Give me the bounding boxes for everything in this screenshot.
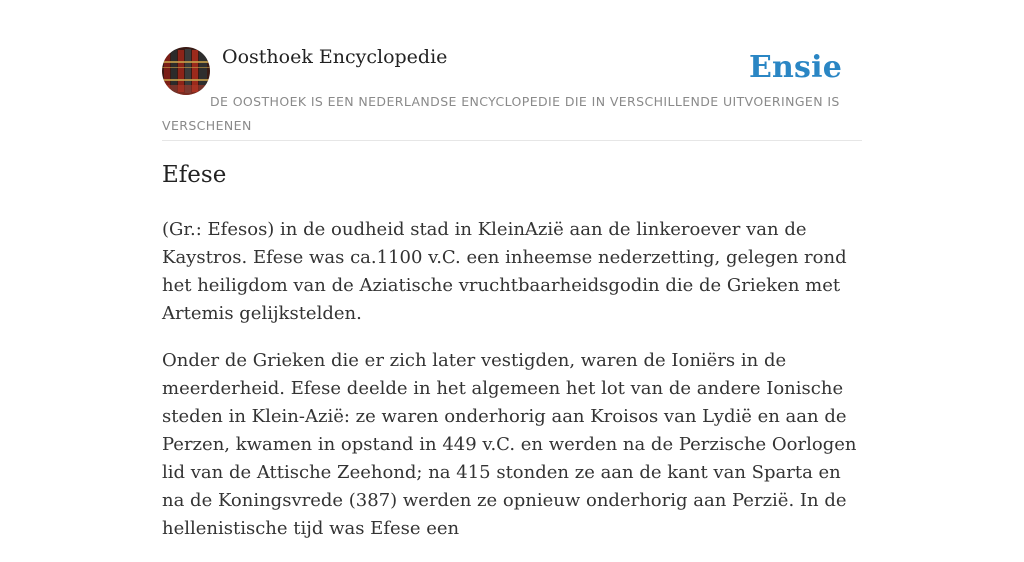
book-spines-icon	[162, 47, 210, 95]
brand-logo-link[interactable]: Ensie	[748, 50, 842, 85]
article-paragraph: (Gr.: Efesos) in de oudheid stad in KleinAzië aan de linkeroever van de Kaystros. Efese was ca.1100 v.C. een inheemse nederzetting, gelegen rond het heiligdom van de Aziatische vruchtbaarheidsgodin die de Grieken met Artemis gelijkstelden.	[162, 219, 847, 324]
article-paragraph: Onder de Grieken die er zich later vestigden, waren de Ioniërs in de meerderheid. Efese deelde in het algemeen het lot van de andere Ionische steden in Klein-Azië: ze waren onderhorig aan Kroisos van Lydië en aan de Perzen, kwamen in opstand in 449 v.C. en werden na de Perzische Oorlogen lid van de Attische Zeehond; na 415 stonden ze aan de kant van Sparta en na de Koningsvrede (387) werden ze opnieuw onderhorig aan Perzië. In de hellenistische tijd was Efese een	[162, 350, 857, 539]
book-spines-avatar[interactable]	[162, 47, 210, 95]
article-title: Efese	[162, 162, 227, 188]
site-tagline: DE OOSTHOEK IS EEN NEDERLANDSE ENCYCLOPEDIE DIE IN VERSCHILLENDE UITVOERINGEN IS VERSCHENEN	[162, 94, 840, 133]
article-body	[162, 216, 862, 562]
site-name[interactable]: Oosthoek Encyclopedie	[222, 46, 448, 68]
site-header	[162, 0, 862, 141]
page	[162, 0, 862, 539]
